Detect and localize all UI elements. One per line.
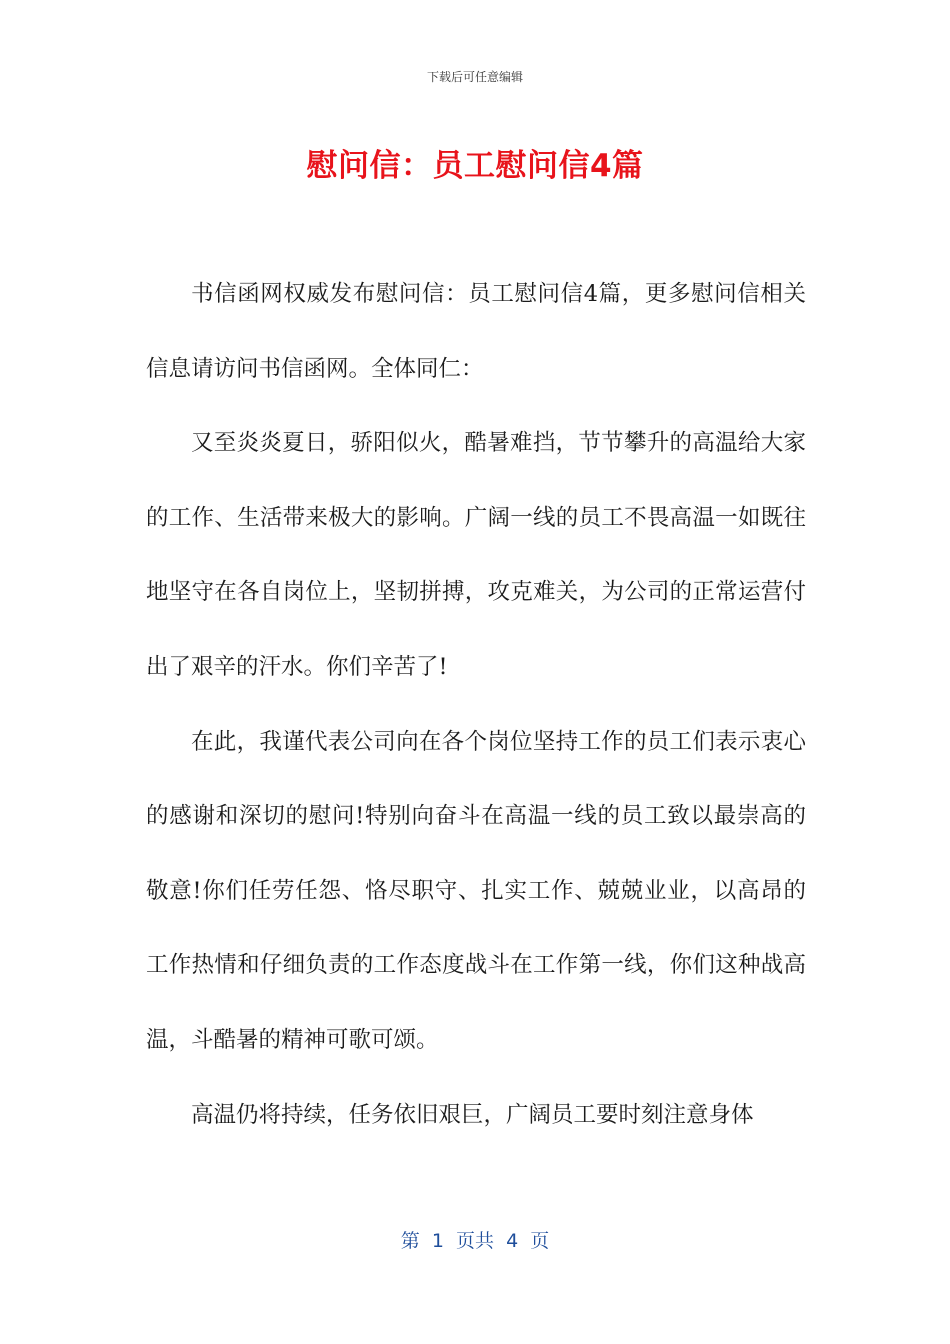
- document-title: 慰问信：员工慰问信4篇: [306, 148, 644, 184]
- paragraph: 在此，我谨代表公司向在各个岗位坚持工作的员工们表示衷心的感谢和深切的慰问!特别向奋斗在高温一线的员工致以最崇高的敬意!你们任劳任怨、恪尽职守、扎实工作、兢兢业业，以高昂的工作热情和仔细负责的工作态度战斗在工作第一线，你们这种战高温，斗酷暑的精神可歌可颂。: [146, 728, 806, 1053]
- page-number-footer: 第 1 页共 4 页: [400, 1230, 550, 1252]
- document-body: [146, 257, 806, 1152]
- paragraph: 高温仍将持续，任务依旧艰巨，广阔员工要时刻注意身体: [191, 1101, 754, 1128]
- paragraph: 又至炎炎夏日，骄阳似火，酷暑难挡，节节攀升的高温给大家的工作、生活带来极大的影响。广阔一线的员工不畏高温一如既往地坚守在各自岗位上，坚韧拼搏，攻克难关，为公司的正常运营付出了艰辛的汗水。你们辛苦了!: [146, 430, 806, 680]
- page-header-note: 下载后可任意编辑: [426, 70, 523, 84]
- paragraph: 书信函网权威发布慰问信：员工慰问信4篇，更多慰问信相关信息请访问书信函网。全体同仁：: [146, 281, 806, 382]
